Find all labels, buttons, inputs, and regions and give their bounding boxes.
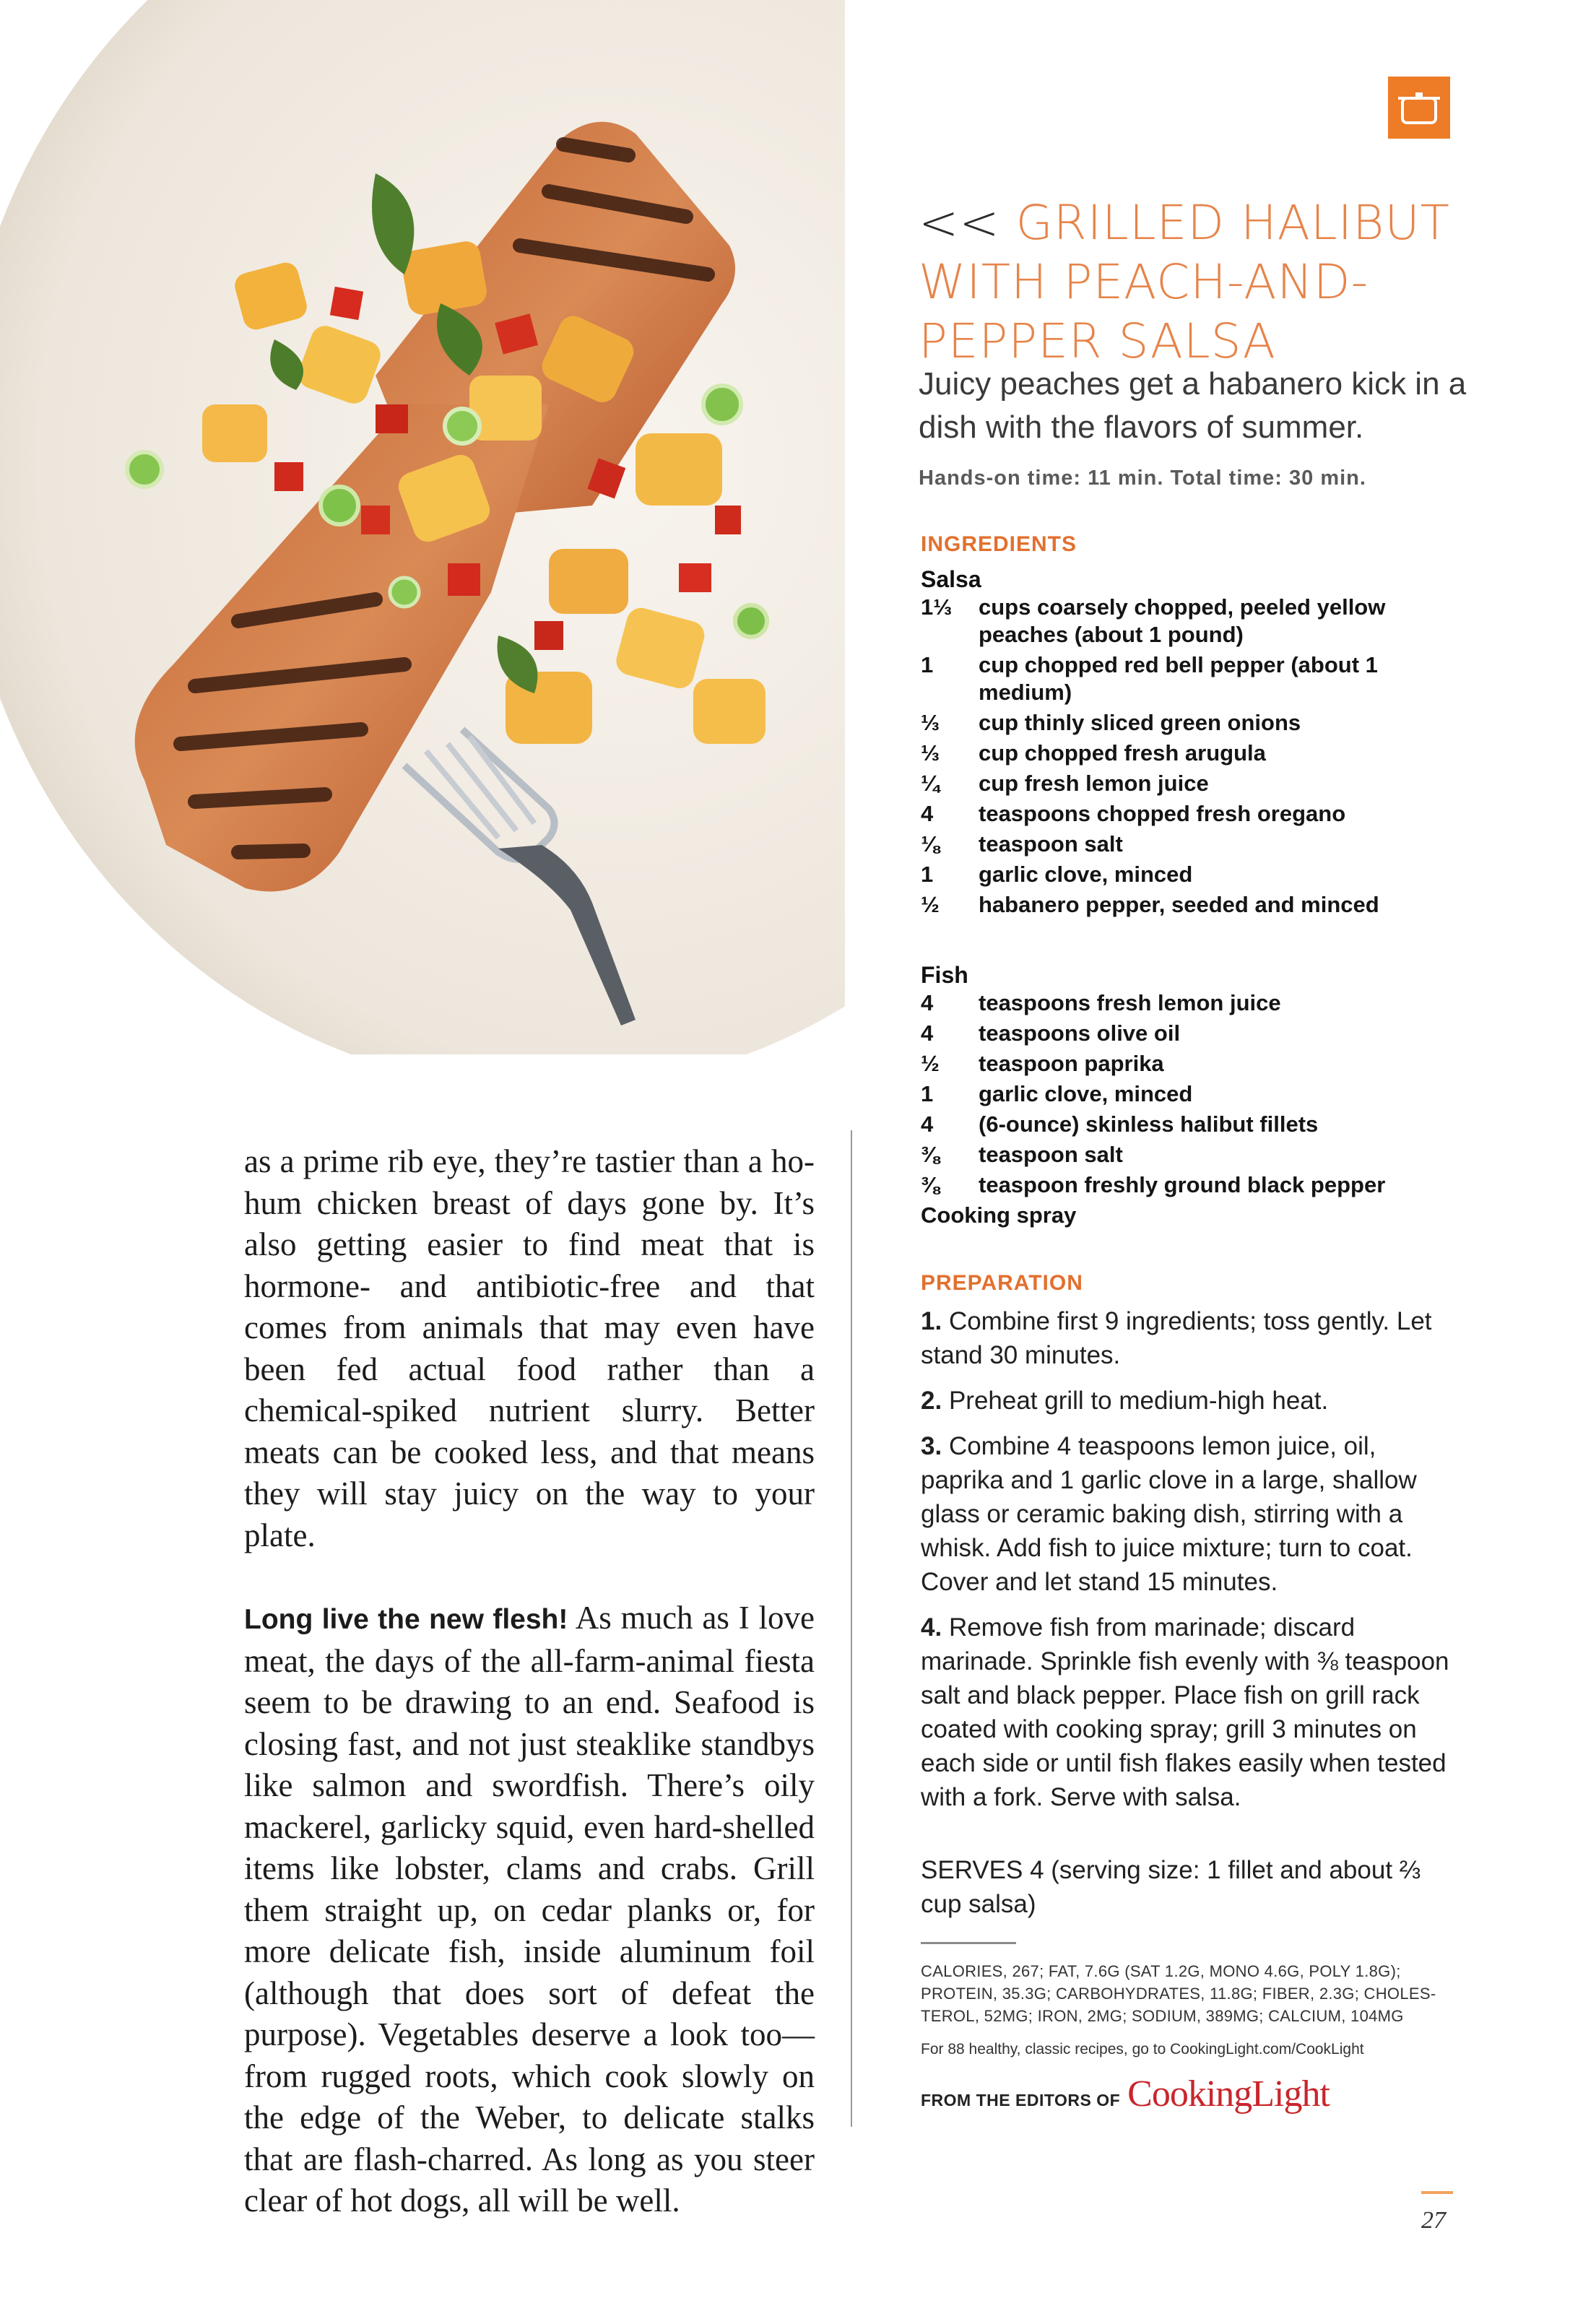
title-arrows: << bbox=[919, 195, 1000, 251]
ingredient-quantity: 4 bbox=[921, 1111, 934, 1137]
ingredient-row bbox=[921, 989, 1470, 1017]
ingredient-text: cup thinly sliced green onions bbox=[979, 710, 1301, 735]
fish-heading: Fish bbox=[921, 962, 968, 988]
essay-paragraph-2-text: As much as I love meat, the days of the all-farm-animal fiesta seem to be drawing to an end. Seafood is closing fast, and not just steaklike standbys like salmon and swordfish. There’s oily mackerel, garlicky squid, even hard-shelled items like lobster, clams and crabs. Grill them straight up, on cedar planks or, for more delicate fish, inside aluminum foil (although that does sort of defeat the purpose). Vegetables deserve a look too—from rugged roots, which cook slowly on the edge of the Weber, to delicate stalks that are flash-charred. As long as you steer clear of hot dogs, all will be well. bbox=[244, 1600, 815, 2219]
ingredient-quantity: ⅜ bbox=[921, 1172, 940, 1197]
step-number: 3. bbox=[921, 1432, 942, 1460]
ingredient-row bbox=[921, 891, 1470, 919]
ingredient-quantity: 1 bbox=[921, 652, 934, 677]
ingredient-row bbox=[921, 651, 1470, 706]
ingredient-quantity: ⅓ bbox=[921, 710, 940, 735]
ingredient-row bbox=[921, 1080, 1470, 1108]
salsa-heading: Salsa bbox=[921, 566, 981, 592]
ingredient-text: teaspoons chopped fresh oregano bbox=[979, 801, 1346, 826]
recipe-title bbox=[919, 194, 1453, 371]
preparation-step bbox=[921, 1610, 1455, 1814]
step-text: Remove fish from marinade; discard marinade. Sprinkle fish evenly with ⅜ teaspoon salt and black pepper. Place fish on grill rack coated with cooking spray; grill 3 minutes on each side or until fish flakes easily when tested with a fork. Serve with salsa. bbox=[921, 1613, 1449, 1811]
ingredient-quantity: ¼ bbox=[921, 771, 940, 796]
nutrition-divider bbox=[921, 1942, 1016, 1944]
ingredient-quantity: 1 bbox=[921, 1081, 934, 1106]
ingredient-row bbox=[921, 1171, 1470, 1199]
more-recipes-link: For 88 healthy, classic recipes, go to CookingLight.com/CookLight bbox=[921, 2041, 1364, 2058]
ingredient-text: garlic clove, minced bbox=[979, 862, 1193, 887]
ingredient-quantity: 1 bbox=[921, 862, 934, 887]
recipe-subtitle: Juicy peaches get a habanero kick in a dish with the flavors of summer. bbox=[919, 366, 1467, 445]
article-body bbox=[244, 1141, 815, 2263]
ingredient-text: teaspoons fresh lemon juice bbox=[979, 990, 1281, 1015]
ingredient-text: cup chopped red bell pepper (about 1 medium) bbox=[979, 652, 1378, 705]
preparation-steps bbox=[921, 1304, 1455, 1826]
ingredient-row bbox=[921, 740, 1470, 767]
ingredient-row bbox=[921, 770, 1470, 797]
halibut-photo bbox=[0, 0, 845, 1054]
ingredient-cooking-spray: Cooking spray bbox=[921, 1202, 1077, 1228]
step-text: Preheat grill to medium-high heat. bbox=[948, 1387, 1329, 1415]
ingredient-quantity: 4 bbox=[921, 1020, 934, 1046]
serves-info: SERVES 4 (serving size: 1 fillet and about ⅔ cup salsa) bbox=[921, 1856, 1421, 1918]
ingredient-quantity: 1⅓ bbox=[921, 594, 953, 620]
ingredients-heading: INGREDIENTS bbox=[921, 532, 1077, 556]
recipe-times: Hands-on time: 11 min. Total time: 30 min. bbox=[919, 467, 1366, 490]
step-text: Combine 4 teaspoons lemon juice, oil, paprika and 1 garlic clove in a large, shallow glass or ceramic baking dish, stirring with a whisk. Add fish to juice mixture; turn to coat. Cover and let stand 15 minutes. bbox=[921, 1432, 1417, 1596]
ingredient-text: habanero pepper, seeded and minced bbox=[979, 892, 1379, 917]
preparation-step bbox=[921, 1304, 1455, 1372]
preparation-step bbox=[921, 1384, 1455, 1418]
essay-lead-in: Long live the new flesh! bbox=[244, 1604, 568, 1635]
ingredient-row bbox=[921, 709, 1470, 737]
nutrition-facts: CALORIES, 267; FAT, 7.6G (SAT 1.2G, MONO 4.6G, POLY 1.8G); PROTEIN, 35.3G; CARBOHYDRATES, 11.8G; FIBER, 2.3G; CHOLES-TEROL, 52MG; IRON, 2MG; SODIUM, 389MG; CALCIUM, 104MG bbox=[921, 1962, 1436, 2025]
ingredient-text: garlic clove, minced bbox=[979, 1081, 1193, 1106]
ingredient-row bbox=[921, 800, 1470, 828]
preparation-step bbox=[921, 1429, 1455, 1599]
page-number: 27 bbox=[1421, 2207, 1446, 2234]
ingredient-quantity: ⅜ bbox=[921, 1142, 940, 1167]
essay-paragraph-2 bbox=[244, 1597, 815, 2222]
ingredient-text: teaspoon paprika bbox=[979, 1051, 1164, 1076]
cooking-light-logo: CookingLight bbox=[1127, 2073, 1330, 2115]
ingredient-text: cups coarsely chopped, peeled yellow peaches (about 1 pound) bbox=[979, 594, 1386, 647]
step-number: 4. bbox=[921, 1613, 942, 1642]
ingredient-text: cup chopped fresh arugula bbox=[979, 740, 1266, 766]
ingredient-quantity: 4 bbox=[921, 990, 934, 1015]
ingredient-row bbox=[921, 861, 1470, 888]
preparation-heading: PREPARATION bbox=[921, 1271, 1083, 1295]
step-number: 1. bbox=[921, 1307, 942, 1335]
ingredient-row bbox=[921, 1050, 1470, 1078]
column-divider bbox=[851, 1130, 852, 2127]
ingredient-text: teaspoon salt bbox=[979, 831, 1123, 857]
from-editors-text: FROM THE EDITORS OF bbox=[921, 2091, 1121, 2110]
fish-ingredient-list bbox=[921, 989, 1470, 1229]
ingredient-text: teaspoon freshly ground black pepper bbox=[979, 1172, 1386, 1197]
ingredient-row bbox=[921, 1111, 1470, 1138]
essay-paragraph-1: as a prime rib eye, they’re tastier than a ho-hum chicken breast of days gone by. It’s also getting easier to find meat that is hormone- and antibiotic-free and that comes from animals that may even have been fed actual food rather than a chemical-spiked nutrient slurry. Better meats can be cooked less, and that means they will stay juicy on the way to your plate. bbox=[244, 1143, 815, 1553]
salsa-ingredient-list bbox=[921, 594, 1470, 922]
ingredient-text: (6-ounce) skinless halibut fillets bbox=[979, 1111, 1319, 1137]
pot-icon bbox=[1388, 77, 1450, 139]
ingredient-quantity: ⅓ bbox=[921, 740, 940, 766]
ingredient-quantity: ½ bbox=[921, 892, 940, 917]
ingredient-quantity: ½ bbox=[921, 1051, 940, 1076]
ingredient-text: cup fresh lemon juice bbox=[979, 771, 1209, 796]
ingredient-row bbox=[921, 1020, 1470, 1047]
ingredient-row bbox=[921, 1141, 1470, 1168]
ingredient-row bbox=[921, 831, 1470, 858]
step-number: 2. bbox=[921, 1387, 942, 1415]
ingredient-text: teaspoon salt bbox=[979, 1142, 1123, 1167]
ingredient-row bbox=[921, 594, 1470, 649]
editors-credit bbox=[921, 2073, 1330, 2115]
ingredient-text: teaspoons olive oil bbox=[979, 1020, 1181, 1046]
recipe-title-text: GRILLED HALIBUT WITH PEACH-AND-PEPPER SALSA bbox=[919, 195, 1450, 369]
step-text: Combine first 9 ingredients; toss gently. Let stand 30 minutes. bbox=[921, 1307, 1432, 1369]
ingredient-quantity: ⅛ bbox=[921, 831, 940, 857]
ingredient-quantity: 4 bbox=[921, 801, 934, 826]
page-number-accent bbox=[1421, 2191, 1453, 2194]
